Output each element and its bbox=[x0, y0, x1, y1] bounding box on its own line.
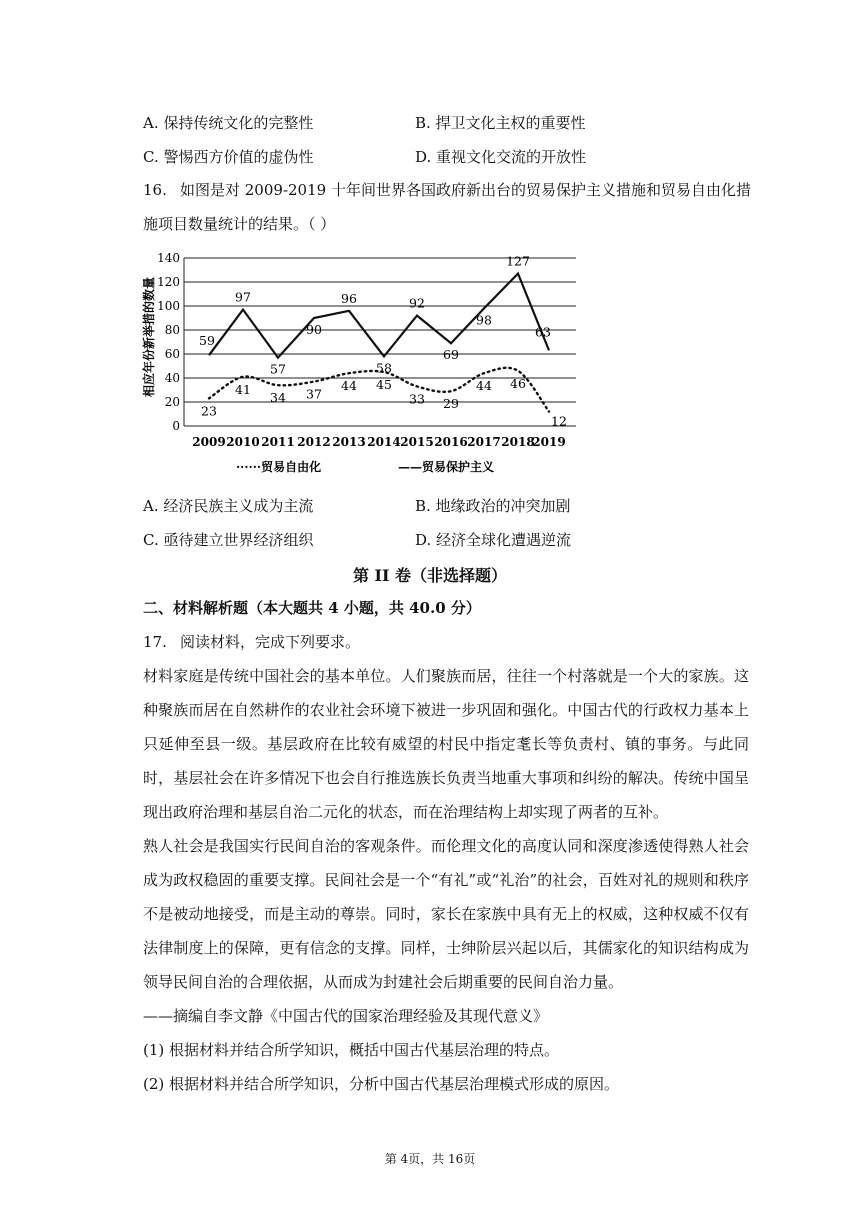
data-label: 63 bbox=[535, 324, 551, 340]
data-label: 127 bbox=[506, 253, 530, 269]
data-label: 34 bbox=[270, 390, 286, 406]
x-tick-label: 2017 bbox=[467, 435, 501, 449]
y-tick-label: 60 bbox=[164, 347, 180, 361]
y-tick-label: 40 bbox=[164, 371, 180, 385]
q16-stem-line1: 如图是对 2009-2019 十年间世界各国政府新出台的贸易保护主义措施和贸易自由化措 bbox=[180, 181, 751, 199]
y-tick-label: 80 bbox=[164, 323, 180, 337]
x-tick-label: 2015 bbox=[400, 435, 434, 449]
y-tick-label: 140 bbox=[157, 251, 180, 265]
q15-option-d: D. 重视文化交流的开放性 bbox=[415, 148, 587, 166]
data-label: 44 bbox=[341, 378, 357, 394]
data-label: 59 bbox=[199, 333, 215, 349]
y-tick-label: 100 bbox=[157, 299, 180, 313]
x-tick-label: 2012 bbox=[297, 435, 331, 449]
material-paragraph-1: 材料家庭是传统中国社会的基本单位。人们聚族而居，往往一个村落就是一个大的家族。这种聚族而居在自然耕作的农业社会环境下被进一步巩固和强化。中国古代的行政权力基本上只延伸至县一级。基层政府在比较有威望的村民中指定耄长等负责村、镇的事务。与此同时，基层社会在许多情况下也会自行推选族长负责当地重大事项和纠纷的解决。传统中国呈现出政府治理和基层自治二元化的状态，而在治理结构上却实现了两者的互补。 bbox=[143, 667, 749, 821]
y-tick-label: 0 bbox=[172, 419, 180, 433]
q17-sub-question-1: (1) 根据材料并结合所学知识，概括中国古代基层治理的特点。 bbox=[143, 1041, 560, 1059]
q17-number: 17. bbox=[143, 633, 167, 651]
q16-number: 16. bbox=[143, 181, 167, 199]
series-line-protectionism bbox=[209, 274, 549, 358]
data-label: 90 bbox=[306, 322, 322, 337]
data-label: 46 bbox=[510, 375, 526, 391]
data-label: 12 bbox=[551, 413, 567, 429]
data-label: 33 bbox=[409, 391, 425, 407]
data-label: 44 bbox=[476, 378, 492, 394]
y-tick-label: 120 bbox=[157, 275, 180, 289]
x-tick-label: 2013 bbox=[332, 435, 366, 449]
legend-dotted-label: ······贸易自由化 bbox=[236, 460, 322, 474]
q15-option-b: B. 捍卫文化主权的重要性 bbox=[415, 114, 586, 132]
q16-option-d: D. 经济全球化遭遇逆流 bbox=[415, 531, 572, 549]
x-tick-label: 2010 bbox=[226, 435, 260, 449]
data-label: 29 bbox=[443, 396, 459, 412]
x-tick-label: 2009 bbox=[192, 435, 226, 449]
data-label: 96 bbox=[341, 290, 357, 306]
q16-stem-line2: 施项目数量统计的结果。（ ） bbox=[143, 215, 336, 233]
material-paragraph-2: 熟人社会是我国实行民间自治的客观条件。而伦理文化的高度认同和深度渗透使得熟人社会成为政权稳固的重要支撑。民间社会是一个“有礼”或“礼治”的社会，百姓对礼的规则和秩序不是被动地接受，而是主动的尊崇。同时，家长在家族中具有无上的权威，这种权威不仅有法律制度上的保障，更有信念的支撑。同样，士绅阶层兴起以后，其儒家化的知识结构成为领导民间自治的合理依据，从而成为封建社会后期重要的民间自治力量。 bbox=[143, 837, 749, 991]
y-tick-label: 20 bbox=[164, 395, 180, 409]
data-label: 45 bbox=[376, 377, 392, 392]
data-label: 23 bbox=[201, 403, 217, 419]
q16-option-a: A. 经济民族主义成为主流 bbox=[143, 497, 314, 515]
data-label: 92 bbox=[409, 295, 425, 311]
q15-option-a: A. 保持传统文化的完整性 bbox=[143, 114, 314, 132]
material-source: ——摘编自李文静《中国古代的国家治理经验及其现代意义》 bbox=[143, 1007, 549, 1025]
x-tick-label: 2018 bbox=[501, 435, 535, 449]
x-tick-label: 2019 bbox=[532, 435, 566, 449]
q16-option-c: C. 亟待建立世界经济组织 bbox=[143, 531, 314, 549]
x-tick-label: 2011 bbox=[261, 435, 295, 449]
page-footer: 第 4页，共 16页 bbox=[384, 1152, 476, 1166]
data-label: 37 bbox=[306, 386, 322, 402]
y-axis-label: 相应年份新举措的数量 bbox=[142, 276, 156, 398]
trade-measures-chart bbox=[140, 248, 580, 476]
data-label: 57 bbox=[270, 361, 286, 377]
q16-option-b: B. 地缘政治的冲突加剧 bbox=[415, 497, 571, 515]
q15-option-c: C. 警惕西方价值的虚伪性 bbox=[143, 148, 314, 166]
legend-solid-label: ——贸易保护主义 bbox=[398, 460, 495, 474]
data-label: 41 bbox=[235, 381, 251, 397]
section-title: 第 II 卷（非选择题） bbox=[352, 566, 508, 585]
section-heading: 二、材料解析题（本大题共 4 小题，共 40.0 分） bbox=[143, 599, 481, 617]
x-tick-label: 2014 bbox=[367, 435, 401, 449]
data-label: 98 bbox=[476, 312, 492, 328]
q17-instruction: 阅读材料，完成下列要求。 bbox=[180, 633, 361, 651]
data-label: 69 bbox=[443, 347, 459, 363]
data-label: 97 bbox=[235, 289, 251, 305]
x-tick-label: 2016 bbox=[434, 435, 468, 449]
data-label: 58 bbox=[376, 360, 392, 376]
q17-sub-question-2: (2) 根据材料并结合所学知识，分析中国古代基层治理模式形成的原因。 bbox=[143, 1075, 620, 1093]
